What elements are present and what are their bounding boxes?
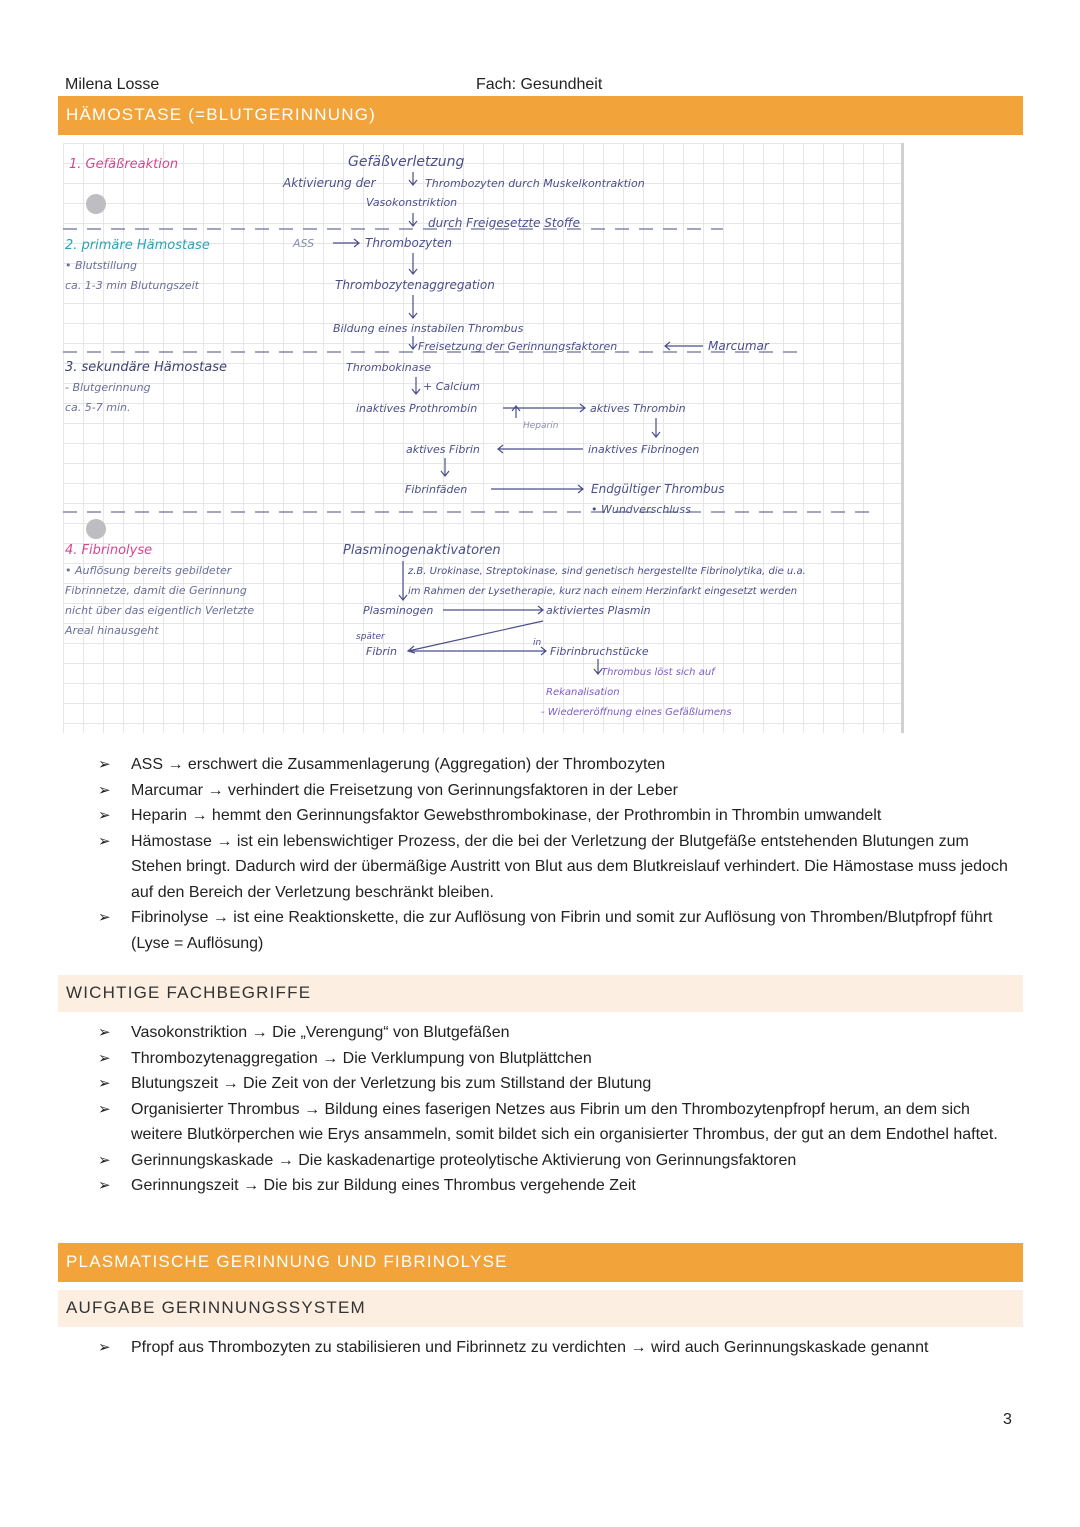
flow-arrow xyxy=(409,295,417,318)
flow-plasminogen: Plasminogen xyxy=(363,604,434,617)
list-item xyxy=(98,905,1013,956)
flow-heparin: Heparin xyxy=(523,421,559,431)
list-item xyxy=(98,1097,1013,1148)
flow-lysis-note: im Rahmen der Lysetherapie, kurz nach einem Herzinfarkt eingesetzt werden xyxy=(408,586,798,597)
list-item-text: Fibrinolyse → ist eine Reaktionskette, die zur Auflösung von Fibrin und somit zur Auflösung von Thromben/Blutpfropf führt (Lyse = Auflösung) xyxy=(131,909,993,952)
flow-final-thrombus: Endgültiger Thrombus xyxy=(591,482,725,496)
flow-urokinase-note: z.B. Urokinase, Streptokinase, sind genetisch hergestellte Fibrinolytika, die u.a. xyxy=(408,566,806,577)
bullet-marker-icon: ➢ xyxy=(98,832,111,850)
flow-aggregation: Thrombozytenaggregation xyxy=(335,278,495,292)
flow-in: in xyxy=(533,638,542,648)
flow-recanalisation: Rekanalisation xyxy=(546,687,620,698)
flow-arrow xyxy=(441,458,449,476)
summary-bullet-list xyxy=(98,752,1013,956)
stage-4-note: nicht über das eigentlich Verletzte xyxy=(65,604,255,617)
flow-active-plasmin: aktiviertes Plasmin xyxy=(546,604,651,617)
bullet-marker-icon: ➢ xyxy=(98,1049,111,1067)
hole-punch-dot xyxy=(86,194,106,214)
list-item xyxy=(98,778,1013,804)
header-author: Milena Losse xyxy=(65,76,160,93)
stage-4-label: 4. Fibrinolyse xyxy=(65,543,153,558)
bullet-marker-icon: ➢ xyxy=(98,1024,111,1041)
stage-3-note: ca. 5-7 min. xyxy=(65,401,131,414)
flow-fibrin-threads: Fibrinfäden xyxy=(405,483,468,496)
list-item-text: ASS → erschwert die Zusammenlagerung (Aggregation) der Thrombozyten xyxy=(131,756,666,773)
flow-arrow xyxy=(409,213,417,226)
flow-arrow xyxy=(443,606,543,614)
section-title-fachbegriffe: WICHTIGE FACHBEGRIFFE xyxy=(58,975,1023,1012)
section-title-plasmatische-gerinnung: PLASMATISCHE GERINNUNG UND FIBRINOLYSE xyxy=(58,1243,1023,1282)
flow-arrow xyxy=(491,485,583,493)
flow-arrow xyxy=(409,336,417,349)
list-item-text: Organisierter Thrombus → Bildung eines faserigen Netzes aus Fibrin um den Thrombozytenpfropf herum, an dem sich weitere Blutkörperchen wie Erys ansammeln, somit bildet sich ein organisierter Thrombus, der gut an dem Endothel haftet. xyxy=(131,1100,998,1143)
list-item xyxy=(98,1046,1013,1072)
bullet-marker-icon: ➢ xyxy=(98,1100,111,1118)
list-item-text: Hämostase → ist ein lebenswichtiger Prozess, der die bei der Verletzung der Blutgefäße entstehenden Blutungen zum Stehen bringt. Dadurch wird der übermäßige Austritt von Blut aus dem Blutkreislauf verhindert. Die Hämostase muss jedoch auf den Bereich der Verletzung beschränkt bleiben. xyxy=(131,832,1008,901)
flow-vasoconstriction: Vasokonstriktion xyxy=(366,196,458,209)
flow-plasminogen-activators: Plasminogenaktivatoren xyxy=(343,543,501,558)
task-bullet-list xyxy=(98,1335,1013,1361)
bullet-marker-icon: ➢ xyxy=(98,1177,111,1194)
list-item xyxy=(98,1173,1013,1199)
section-title-haemostase: HÄMOSTASE (=BLUTGERINNUNG) xyxy=(58,96,1023,135)
flow-arrow xyxy=(665,342,703,350)
bullet-marker-icon: ➢ xyxy=(98,909,111,926)
flow-arrow xyxy=(409,172,417,185)
stage-4-note: • Auflösung bereits gebildeter xyxy=(65,564,232,577)
flow-released-substances: durch Freigesetzte Stoffe xyxy=(428,216,580,230)
list-item-text: Heparin → hemmt den Gerinnungsfaktor Gewebsthrombokinase, der Prothrombin in Thrombin umwandelt xyxy=(131,807,882,824)
list-item xyxy=(98,1335,1013,1361)
flow-later: später xyxy=(356,632,385,642)
list-item xyxy=(98,1020,1013,1046)
page-number: 3 xyxy=(1003,1411,1012,1428)
list-item-text: Blutungszeit → Die Zeit von der Verletzung bis zum Stillstand der Blutung xyxy=(131,1075,652,1092)
bullet-marker-icon: ➢ xyxy=(98,807,111,824)
flow-reopening: - Wiedereröffnung eines Gefäßlumens xyxy=(541,707,732,718)
stage-2-note: • Blutstillung xyxy=(65,259,138,272)
flow-arrow xyxy=(652,418,660,437)
flow-muscle-contraction: Thrombozyten durch Muskelkontraktion xyxy=(425,177,645,190)
flow-fibrin: Fibrin xyxy=(366,645,397,658)
notes-diagram xyxy=(63,143,901,733)
list-item-text: Vasokonstriktion → Die „Verengung“ von Blutgefäßen xyxy=(131,1024,510,1041)
flow-thrombocytes: Thrombozyten xyxy=(365,236,452,250)
flow-arrow xyxy=(333,239,359,247)
flow-factor-release: Freisetzung der Gerinnungsfaktoren xyxy=(418,340,618,353)
stage-4-note: Areal hinausgeht xyxy=(65,624,159,637)
flow-thrombus-dissolves: Thrombus löst sich auf xyxy=(601,667,715,678)
flow-ass: ASS xyxy=(293,237,315,250)
flow-arrow xyxy=(408,621,543,653)
list-item xyxy=(98,829,1013,906)
terms-bullet-list xyxy=(98,1020,1013,1199)
list-item xyxy=(98,752,1013,778)
list-item xyxy=(98,803,1013,829)
flow-arrow xyxy=(409,253,417,274)
hole-punch-dot xyxy=(86,519,106,539)
flow-unstable-thrombus: Bildung eines instabilen Thrombus xyxy=(333,322,524,335)
list-item xyxy=(98,1071,1013,1097)
header-subject: Fach: Gesundheit xyxy=(476,76,603,93)
flow-arrow xyxy=(399,561,407,600)
list-item-text: Gerinnungskaskade → Die kaskadenartige proteolytische Aktivierung von Gerinnungsfaktoren xyxy=(131,1151,797,1169)
handwritten-notes-image xyxy=(63,143,904,733)
stage-2-label: 2. primäre Hämostase xyxy=(65,238,210,253)
stage-3-note: - Blutgerinnung xyxy=(65,381,151,394)
bullet-marker-icon: ➢ xyxy=(98,1151,111,1169)
flow-calcium: + Calcium xyxy=(423,380,480,393)
bullet-marker-icon: ➢ xyxy=(98,1075,111,1092)
flow-fibrinogen: inaktives Fibrinogen xyxy=(588,443,700,456)
flow-activation: Aktivierung der xyxy=(283,176,376,190)
list-item-text: Thrombozytenaggregation → Die Verklumpung von Blutplättchen xyxy=(131,1049,592,1067)
list-item xyxy=(98,1148,1013,1174)
flow-thrombokinase: Thrombokinase xyxy=(346,361,432,374)
stage-3-label: 3. sekundäre Hämostase xyxy=(65,360,227,375)
flow-thrombin: aktives Thrombin xyxy=(590,402,686,415)
flow-arrow xyxy=(411,647,546,655)
bullet-marker-icon: ➢ xyxy=(98,781,111,799)
list-item-text: Marcumar → verhindert die Freisetzung von Gerinnungsfaktoren in der Leber xyxy=(131,781,678,799)
flow-arrow xyxy=(412,377,420,394)
flow-arrow xyxy=(503,404,585,412)
flow-fibrin-fragments: Fibrinbruchstücke xyxy=(550,645,649,658)
flow-marcumar: Marcumar xyxy=(708,339,769,353)
flow-arrow xyxy=(498,445,583,453)
stage-4-note: Fibrinnetze, damit die Gerinnung xyxy=(65,584,247,597)
stage-2-note: ca. 1-3 min Blutungszeit xyxy=(65,279,199,292)
flow-prothrombin: inaktives Prothrombin xyxy=(356,402,478,415)
bullet-marker-icon: ➢ xyxy=(98,1339,111,1356)
list-item-text: Gerinnungszeit → Die bis zur Bildung eines Thrombus vergehende Zeit xyxy=(131,1177,636,1194)
list-item-text: Pfropf aus Thrombozyten zu stabilisieren und Fibrinnetz zu verdichten → wird auch Gerinnungskaskade genannt xyxy=(131,1339,929,1356)
flow-vessel-injury: Gefäßverletzung xyxy=(348,154,465,170)
stage-1-label: 1. Gefäßreaktion xyxy=(69,157,179,172)
bullet-marker-icon: ➢ xyxy=(98,756,111,773)
section-title-aufgabe-gerinnungssystem: AUFGABE GERINNUNGSSYSTEM xyxy=(58,1290,1023,1327)
flow-wound-closure: • Wundverschluss xyxy=(591,503,691,516)
flow-active-fibrin: aktives Fibrin xyxy=(406,443,480,456)
